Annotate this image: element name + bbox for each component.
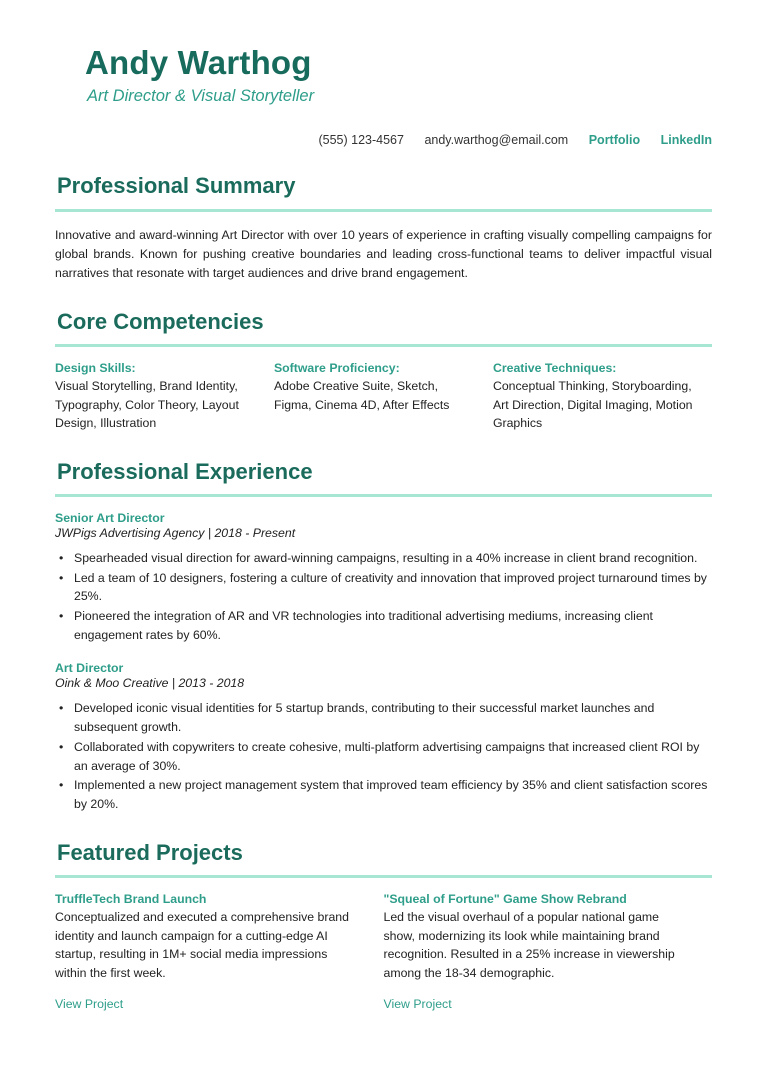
contact-bar — [55, 133, 712, 147]
linkedin-link[interactable]: LinkedIn — [660, 133, 712, 148]
contact-email: andy.warthog@email.com — [424, 133, 569, 148]
candidate-tagline: Art Director & Visual Storyteller — [87, 86, 315, 105]
experience-entry — [55, 511, 712, 644]
project-description: Conceptualized and executed a comprehensive brand identity and launch campaign for a cutting-edge AI startup, resulting in 1M+ social media impressions within the first week. — [55, 909, 349, 981]
competency-items: Visual Storytelling, Brand Identity, Typography, Color Theory, Layout Design, Illustration — [55, 379, 239, 431]
section-divider — [55, 875, 712, 878]
job-company-dates: JWPigs Advertising Agency | 2018 - Present — [55, 526, 296, 540]
competency-column — [274, 361, 493, 432]
project-description: Led the visual overhaul of a popular national game show, modernizing its look while maintaining brand recognition. Resulted in a 25% increase in viewership among the 18-34 demographic. — [383, 909, 675, 981]
bullet-icon: • — [59, 570, 64, 585]
job-bullet-text: Collaborated with copywriters to create cohesive, multi-platform advertising campaigns that increased client ROI by an average of 30%. — [74, 739, 700, 773]
bullet-icon: • — [59, 551, 64, 565]
competency-items: Conceptual Thinking, Storyboarding, Art Direction, Digital Imaging, Motion Graphics — [492, 379, 693, 431]
contact-phone: (555) 123-4567 — [318, 133, 404, 148]
job-bullet-text: Developed iconic visual identities for 5 startup brands, contributing to their successful market launches and subsequent growth. — [74, 701, 655, 735]
project-card — [55, 892, 384, 1013]
section-title-experience: Professional Experience — [57, 458, 313, 484]
project-card — [384, 892, 713, 1013]
job-bullet — [55, 569, 712, 606]
section-title-summary: Professional Summary — [57, 173, 296, 199]
job-bullet-list — [55, 549, 712, 644]
competency-label: Design Skills: — [55, 361, 136, 376]
section-featured-projects — [55, 840, 712, 1013]
section-professional-summary — [55, 173, 712, 283]
job-bullet-list — [55, 699, 712, 813]
section-divider — [55, 494, 712, 497]
bullet-icon: • — [59, 701, 64, 716]
resume-header — [55, 0, 712, 147]
project-columns — [55, 892, 712, 1013]
job-bullet-text: Led a team of 10 designers, fostering a culture of creativity and innovation that improved project turnaround times by 25%. — [74, 570, 707, 604]
section-divider — [55, 344, 712, 347]
job-bullet — [55, 607, 712, 644]
job-bullet — [55, 549, 712, 568]
experience-entry — [55, 661, 712, 813]
job-bullet — [55, 776, 712, 813]
job-bullet-text: Pioneered the integration of AR and VR technologies into traditional advertising mediums, increasing client engagement rates by 60%. — [74, 609, 653, 642]
job-bullet-text: Spearheaded visual direction for award-winning campaigns, resulting in a 40% increase in client brand recognition. — [74, 551, 698, 565]
section-professional-experience — [55, 459, 712, 814]
summary-text: Innovative and award-winning Art Director with over 10 years of experience in crafting visually compelling campaigns for global brands. Known for pushing creative boundaries and leading cross-functional teams to deliver impactful visual narratives that resonate with target audiences and drive brand engagement. — [55, 227, 712, 280]
competency-column — [55, 361, 274, 432]
section-title-competencies: Core Competencies — [57, 308, 264, 334]
competency-columns — [55, 361, 712, 432]
section-core-competencies — [55, 309, 712, 433]
project-title: TruffleTech Brand Launch — [55, 891, 207, 906]
competency-items: Adobe Creative Suite, Sketch, Figma, Cinema 4D, After Effects — [273, 379, 450, 412]
view-project-link[interactable]: View Project — [383, 996, 452, 1011]
section-title-projects: Featured Projects — [57, 839, 243, 865]
section-divider — [55, 209, 712, 212]
project-title: "Squeal of Fortune" Game Show Rebrand — [383, 891, 627, 906]
candidate-name: Andy Warthog — [85, 44, 312, 81]
bullet-icon: • — [59, 609, 64, 624]
bullet-icon: • — [59, 739, 64, 754]
job-bullet-text: Implemented a new project management system that improved team efficiency by 35% and client satisfaction scores by 20%. — [74, 778, 708, 811]
bullet-icon: • — [59, 778, 64, 793]
portfolio-link[interactable]: Portfolio — [588, 133, 641, 148]
job-bullet — [55, 738, 712, 775]
competency-column — [493, 361, 712, 432]
competency-label: Software Proficiency: — [273, 361, 400, 376]
job-title: Senior Art Director — [55, 511, 165, 525]
job-title: Art Director — [55, 661, 124, 676]
view-project-link[interactable]: View Project — [55, 996, 124, 1011]
competency-label: Creative Techniques: — [492, 361, 617, 376]
job-company-dates: Oink & Moo Creative | 2013 - 2018 — [55, 676, 245, 691]
job-bullet — [55, 699, 712, 736]
